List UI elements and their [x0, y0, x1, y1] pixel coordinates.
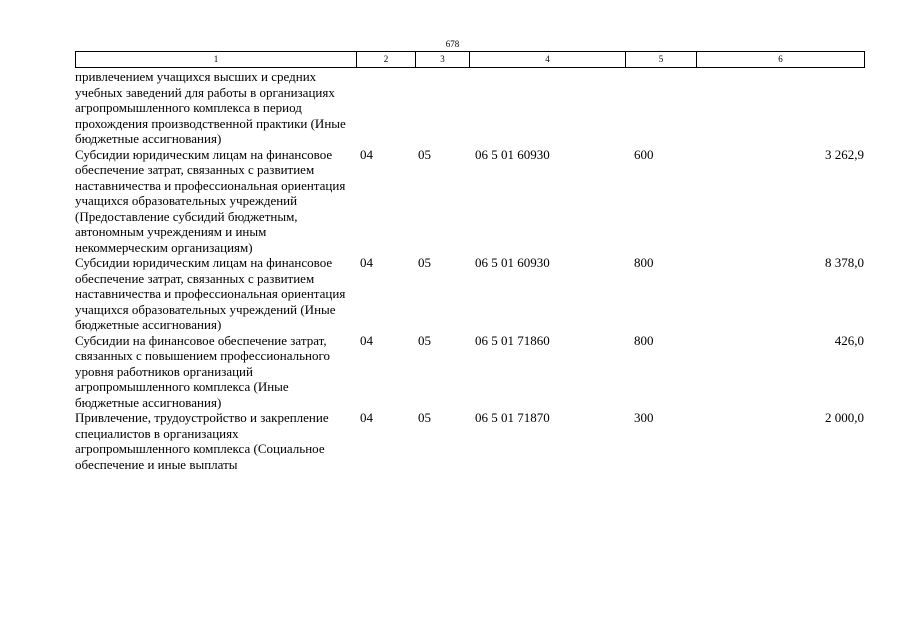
row-subsection: [415, 69, 469, 147]
row-section: [356, 69, 415, 147]
row-section: 04: [360, 255, 373, 270]
row-section: 04: [360, 146, 373, 162]
table-row: [75, 147, 864, 256]
row-expense-type: [625, 69, 696, 147]
row-target-code: [469, 69, 625, 147]
row-expense-type: 800: [634, 332, 654, 348]
row-target-code: 06 5 01 71860: [475, 332, 550, 348]
column-number-2: 2: [357, 52, 416, 68]
column-number-3: 3: [416, 52, 470, 68]
column-number-row: [76, 52, 865, 68]
table-row: [75, 333, 864, 411]
row-amount: 2 000,0: [825, 410, 864, 425]
row-expense-type: 600: [634, 146, 654, 162]
column-number-4: 4: [470, 52, 626, 68]
row-subsection: 05: [418, 410, 431, 425]
row-amount: [696, 69, 864, 147]
row-subsection: 05: [418, 332, 431, 348]
row-name: Субсидии юридическим лицам на финансовое обеспечение затрат, связанных с развитием наставничества и профессиональная ориентация учащихся образовательных учреждений (Предоставление субсидий бюджетным, автономным учреждениям и иным некоммерческим организациям): [75, 146, 346, 255]
row-amount: 426,0: [834, 332, 864, 348]
row-section: 04: [360, 410, 373, 425]
row-amount: 3 262,9: [825, 146, 864, 162]
row-name: привлечением учащихся высших и средних учебных заведений для работы в организациях агропромышленного комплекса в период прохождения производственной практики (Иные бюджетные ассигнования): [75, 69, 346, 146]
column-number-1: 1: [76, 52, 357, 68]
row-target-code: 06 5 01 60930: [475, 146, 550, 162]
row-target-code: 06 5 01 60930: [475, 255, 550, 270]
column-number-6: 6: [697, 52, 865, 68]
column-number-5: 5: [626, 52, 697, 68]
table-row: [75, 255, 864, 333]
page-number: 678: [445, 39, 460, 49]
row-subsection: 05: [418, 146, 431, 162]
table-row: [75, 410, 864, 472]
row-name: Привлечение, трудоустройство и закрепление специалистов в организациях агропромышленного комплекса (Социальное обеспечение и иные выплаты: [75, 410, 329, 472]
row-subsection: 05: [418, 255, 431, 270]
row-expense-type: 800: [634, 255, 654, 270]
row-section: 04: [360, 332, 373, 348]
row-name: Субсидии на финансовое обеспечение затрат, связанных с повышением профессионального уровня работников организаций агропромышленного комплекса (Иные бюджетные ассигнования): [75, 332, 331, 410]
budget-table: [75, 69, 864, 472]
row-expense-type: 300: [634, 410, 654, 425]
row-amount: 8 378,0: [825, 255, 864, 270]
column-number-header: [75, 51, 865, 68]
table-row: [75, 69, 864, 147]
row-name: Субсидии юридическим лицам на финансовое обеспечение затрат, связанных с развитием наставничества и профессиональная ориентация учащихся образовательных учреждений (Иные бюджетные ассигнования): [75, 255, 346, 332]
row-target-code: 06 5 01 71870: [475, 410, 550, 425]
